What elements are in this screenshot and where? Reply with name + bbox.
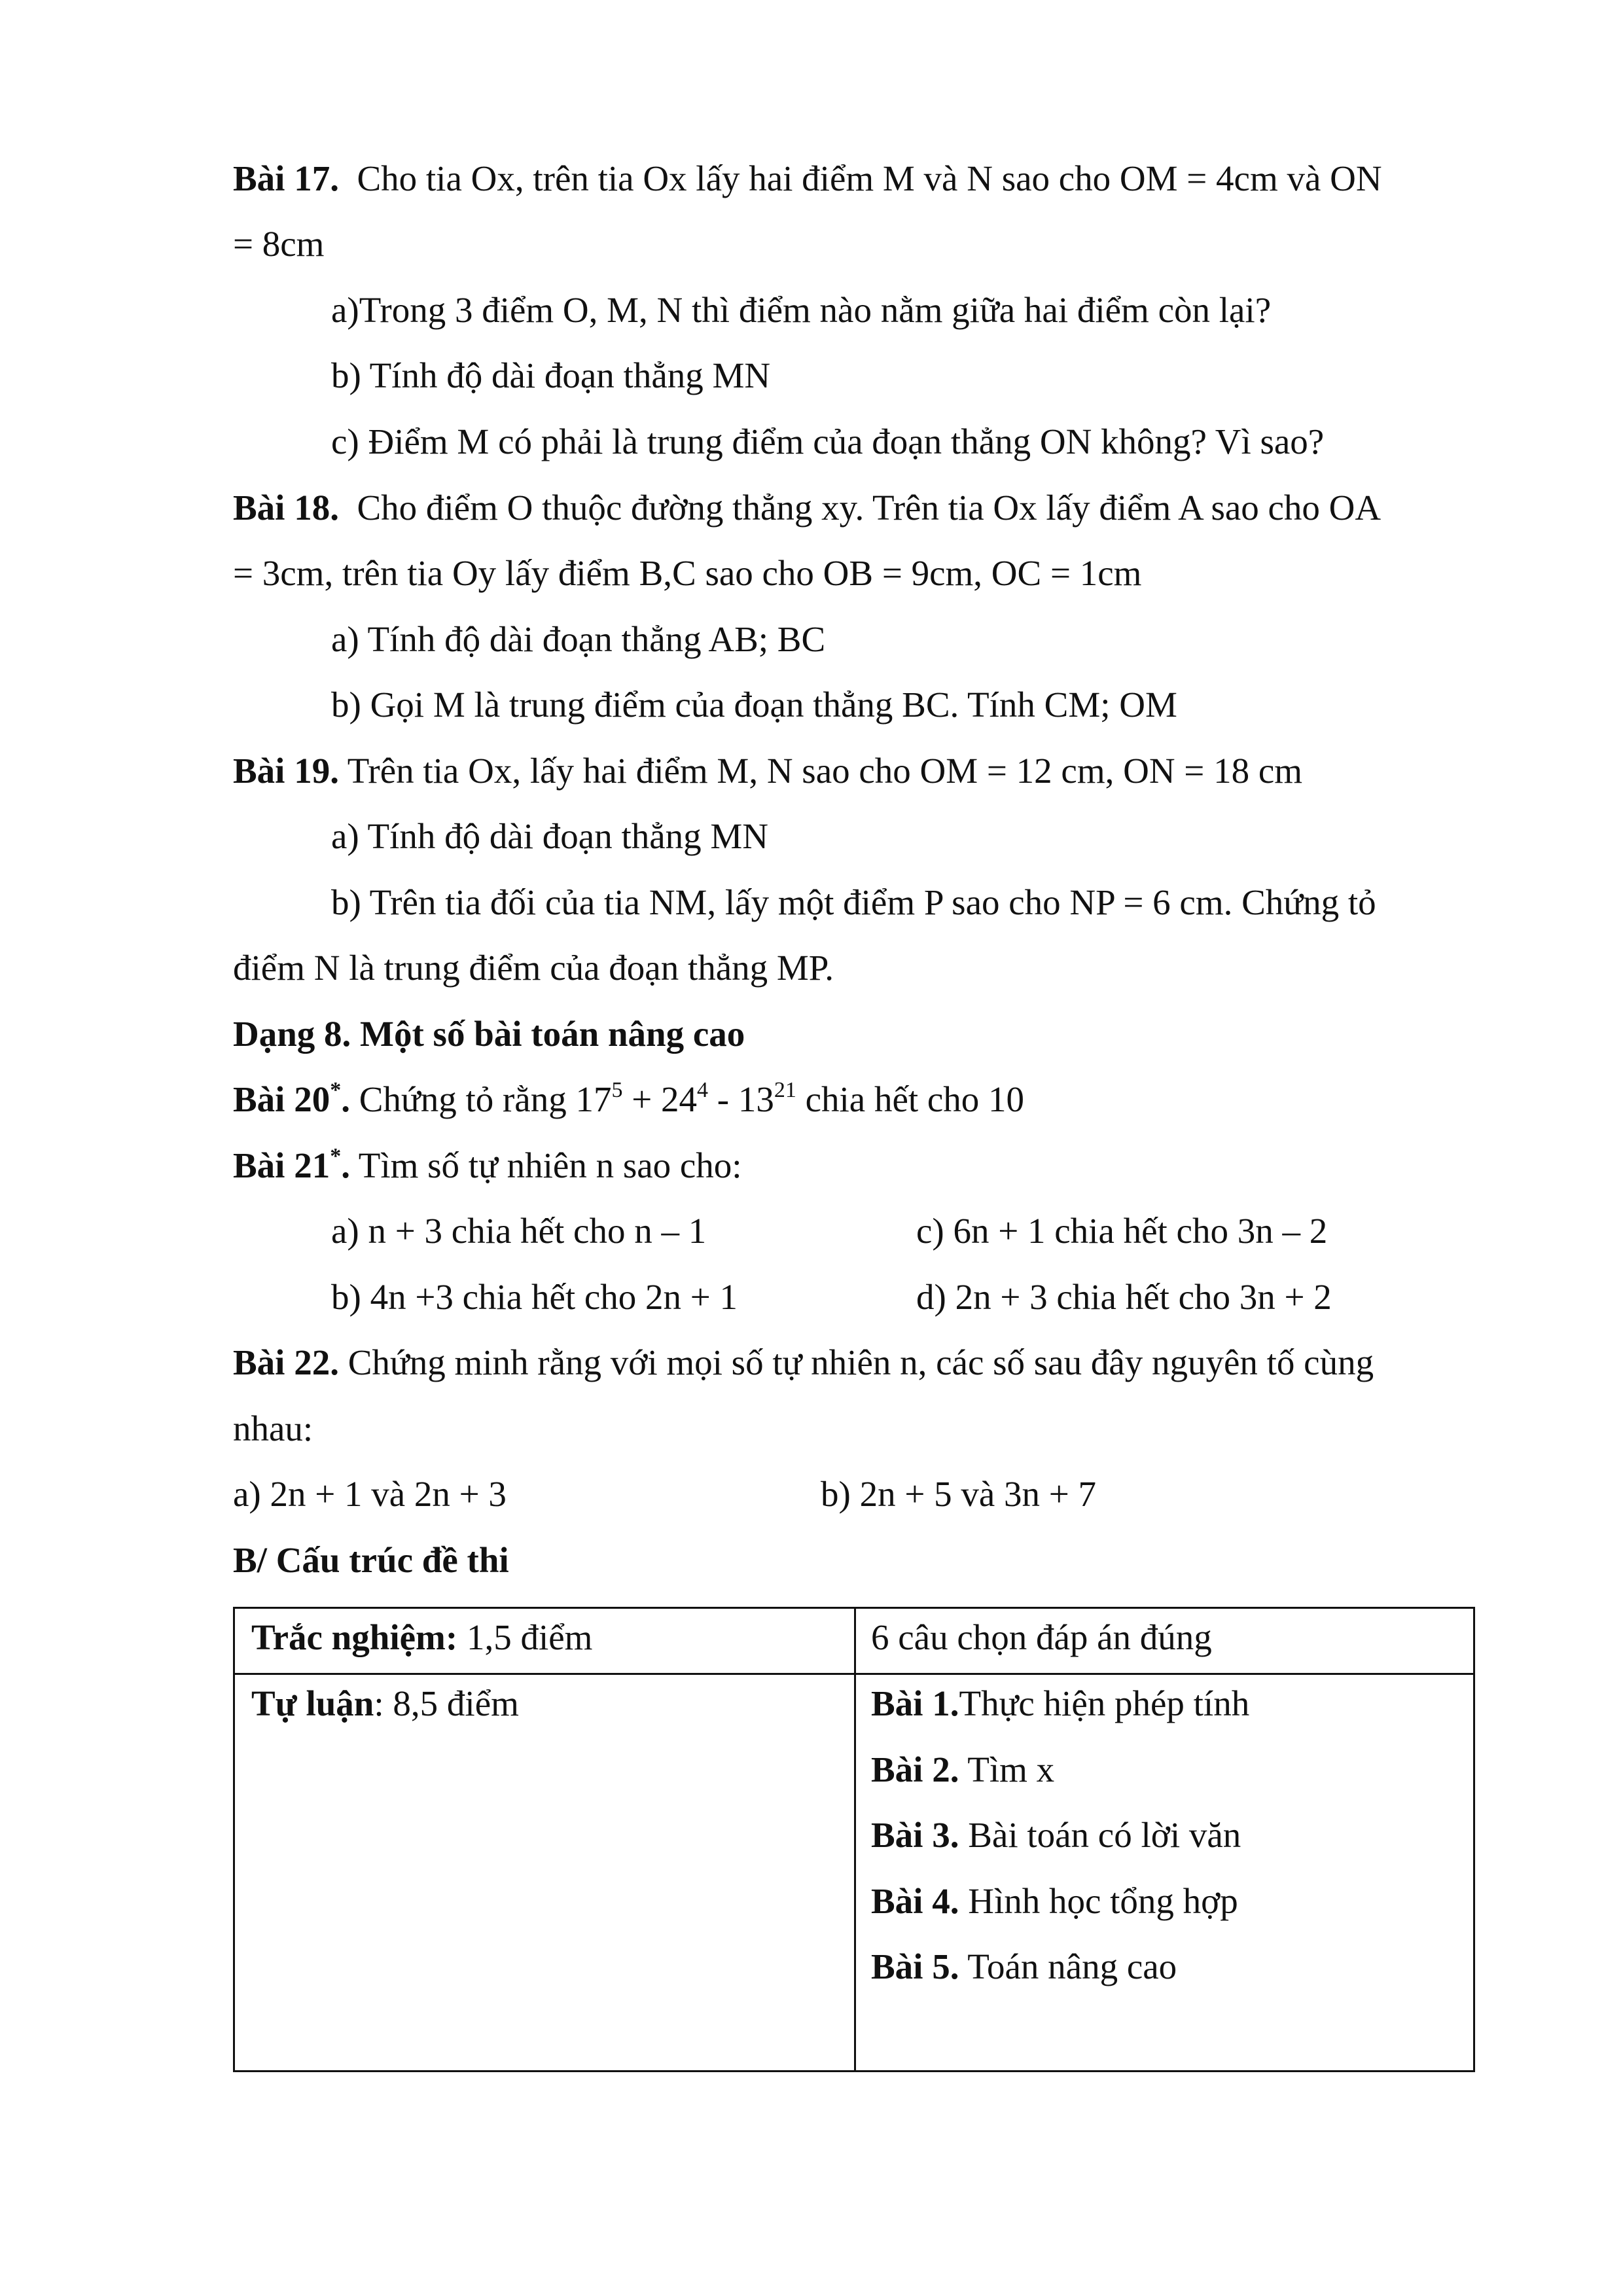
bai22-text-line2: nhau: (233, 1408, 313, 1448)
bai21-star: * (330, 1144, 342, 1168)
bai22-line1 (233, 1344, 1476, 1380)
bai20-exp-1: 5 (611, 1078, 623, 1102)
bai19-label: Bài 19. (233, 751, 339, 791)
table-list-item (871, 1883, 1238, 1919)
item-label: Bài 2. (871, 1749, 959, 1789)
item-text: Bài toán có lời văn (968, 1815, 1241, 1855)
bai21-part-a: a) n + 3 chia hết cho n – 1 (331, 1211, 707, 1251)
bai17-text-line2: = 8cm (233, 224, 325, 264)
table-list-item (871, 1685, 1249, 1721)
bai22-label: Bài 22. (233, 1342, 339, 1382)
table-row1-right: 6 câu chọn đáp án đúng (871, 1617, 1212, 1657)
item-text: Thực hiện phép tính (959, 1683, 1250, 1723)
item-label: Bài 4. (871, 1881, 959, 1921)
bai17-text-line1: Cho tia Ox, trên tia Ox lấy hai điểm M và N sao cho OM = 4cm và ON (357, 158, 1382, 198)
bai20-text-3: - 13 (717, 1079, 774, 1119)
trac-nghiem-label: Trắc nghiệm: (251, 1617, 458, 1657)
table-list-item (871, 1817, 1241, 1853)
bai20-text-1: Chứng tỏ rằng 17 (359, 1079, 612, 1119)
bai17-part-a: a)Trong 3 điểm O, M, N thì điểm nào nằm giữa hai điểm còn lại? (331, 290, 1272, 330)
bai22-part-a: a) 2n + 1 và 2n + 3 (233, 1474, 507, 1514)
tu-luan-value: : 8,5 điểm (374, 1683, 519, 1723)
bai20-line (233, 1078, 1025, 1119)
bai22-part-b: b) 2n + 5 và 3n + 7 (821, 1474, 1097, 1514)
bai19-part-b-line1: b) Trên tia đối của tia NM, lấy một điểm P sao cho NP = 6 cm. Chứng tỏ (331, 882, 1376, 922)
bai18-text-line1: Cho điểm O thuộc đường thẳng xy. Trên tia Ox lấy điểm A sao cho OA (357, 488, 1382, 528)
bai18-line1 (233, 490, 1381, 526)
bai20-star: * (330, 1078, 342, 1102)
bai20-dot: . (341, 1079, 350, 1119)
item-label: Bài 3. (871, 1815, 959, 1855)
bai18-label: Bài 18. (233, 488, 339, 528)
exam-structure-table (233, 1607, 1475, 2072)
bai20-exp-2: 4 (697, 1078, 709, 1102)
trac-nghiem-value: 1,5 điểm (466, 1617, 593, 1657)
bai21-label: Bài 21 (233, 1145, 330, 1185)
bai20-label: Bài 20 (233, 1079, 330, 1119)
bai19-line1 (233, 753, 1302, 789)
bai18-part-b: b) Gọi M là trung điểm của đoạn thẳng BC. Tính CM; OM (331, 685, 1177, 725)
bai17-line1 (233, 160, 1476, 196)
table-row1-left (251, 1619, 592, 1655)
bai19-part-b-line2: điểm N là trung điểm của đoạn thẳng MP. (233, 948, 834, 988)
item-text: Toán nâng cao (967, 1946, 1177, 1986)
bai21-part-d: d) 2n + 3 chia hết cho 3n + 2 (916, 1277, 1332, 1317)
bai21-part-b: b) 4n +3 chia hết cho 2n + 1 (331, 1277, 738, 1317)
dang8-heading: Dạng 8. Một số bài toán nâng cao (233, 1014, 745, 1054)
bai20-text-2: + 24 (632, 1079, 698, 1119)
bai21-line (233, 1144, 742, 1185)
bai17-part-b: b) Tính độ dài đoạn thẳng MN (331, 355, 771, 395)
item-text: Tìm x (967, 1749, 1055, 1789)
bai19-text: Trên tia Ox, lấy hai điểm M, N sao cho OM = 12 cm, ON = 18 cm (347, 751, 1303, 791)
bai21-dot: . (341, 1145, 350, 1185)
item-label: Bài 5. (871, 1946, 959, 1986)
bai17-label: Bài 17. (233, 158, 339, 198)
bai20-exp-3: 21 (774, 1078, 796, 1102)
bai19-part-a: a) Tính độ dài đoạn thẳng MN (331, 816, 769, 856)
bai17-part-c: c) Điểm M có phải là trung điểm của đoạn thẳng ON không? Vì sao? (331, 422, 1325, 461)
bai22-text-line1: Chứng minh rằng với mọi số tự nhiên n, các số sau đây nguyên tố cùng (348, 1342, 1374, 1382)
table-list-item (871, 1751, 1054, 1787)
bai21-text: Tìm số tự nhiên n sao cho: (358, 1145, 742, 1185)
tu-luan-label: Tự luận (251, 1683, 374, 1723)
bai20-text-4: chia hết cho 10 (805, 1079, 1025, 1119)
table-column-divider (854, 1609, 856, 2070)
section-b-heading: B/ Cấu trúc đề thi (233, 1540, 509, 1580)
item-label: Bài 1. (871, 1683, 959, 1723)
table-row2-left (251, 1685, 519, 1721)
bai18-part-a: a) Tính độ dài đoạn thẳng AB; BC (331, 619, 826, 659)
table-list-item (871, 1948, 1177, 1984)
item-text: Hình học tổng hợp (968, 1881, 1238, 1921)
bai18-text-line2: = 3cm, trên tia Oy lấy điểm B,C sao cho OB = 9cm, OC = 1cm (233, 553, 1142, 593)
table-row-divider (235, 1673, 1473, 1675)
bai21-part-c: c) 6n + 1 chia hết cho 3n – 2 (916, 1211, 1328, 1251)
